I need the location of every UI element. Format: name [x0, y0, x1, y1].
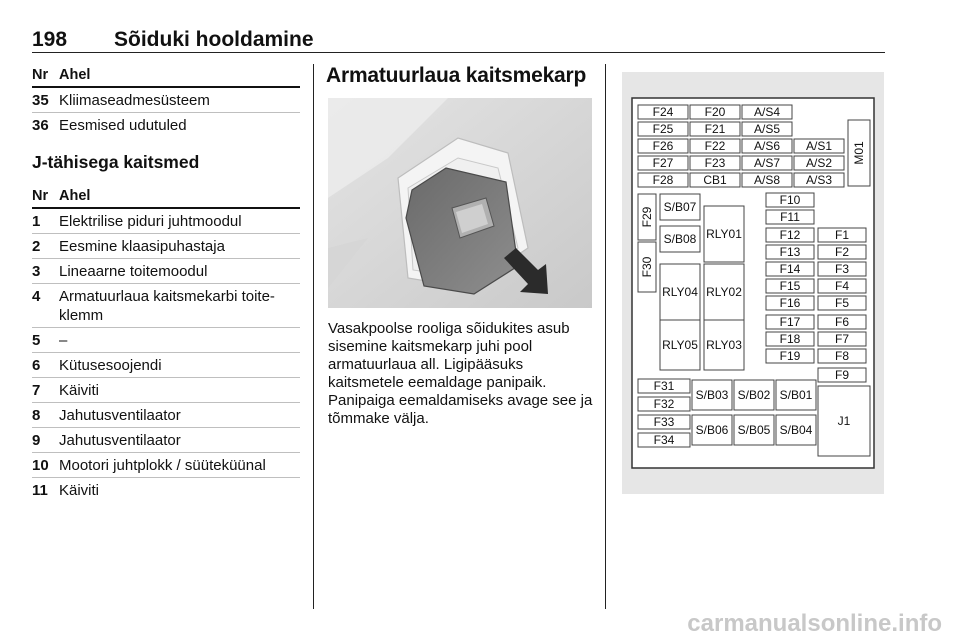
table-row — [32, 88, 300, 113]
instruction-paragraph: Vasakpoolse rooliga sõidukites asub sisemine kaitsmekarp juhi pool armatuurlaua all. Ligipääsuks kaitsmetele eemaldage panipaik. Panipaiga eemaldamiseks avage see ja tõmmake välja. — [328, 320, 593, 427]
left-column — [32, 64, 300, 502]
table-row — [32, 234, 300, 259]
fuse-table-1 — [32, 64, 300, 137]
fuse-label-F32: F32 — [653, 397, 675, 411]
middle-column — [328, 64, 594, 428]
fuse-label-CB1: CB1 — [703, 173, 727, 187]
col-ahel-header: Ahel — [59, 67, 91, 83]
table-row — [32, 284, 300, 328]
fuse-label-SB08: S/B08 — [663, 232, 697, 246]
column-divider — [313, 64, 314, 609]
row-nr: 6 — [32, 357, 41, 374]
fuse-label-F8: F8 — [834, 349, 850, 363]
fuse-label-AS4: A/S4 — [753, 105, 781, 119]
fuse-label-F26: F26 — [652, 139, 674, 153]
fuse-label-F23: F23 — [704, 156, 726, 170]
row-nr: 11 — [32, 482, 48, 499]
fuse-label-SB06: S/B06 — [695, 423, 729, 437]
col-ahel-header: Ahel — [59, 188, 91, 204]
fuse-label-F1: F1 — [834, 228, 850, 242]
fuse-label-F21: F21 — [704, 122, 726, 136]
fuse-label-F25: F25 — [652, 122, 674, 136]
fuse-label-SB03: S/B03 — [695, 388, 729, 402]
fuse-label-F14: F14 — [779, 262, 801, 276]
fuse-label-F20: F20 — [704, 105, 726, 119]
relay-label-RLY03: RLY03 — [706, 338, 742, 352]
row-nr: 4 — [32, 288, 41, 305]
table-row — [32, 428, 300, 453]
fuse-label-F13: F13 — [779, 245, 801, 259]
fuse-label-F6: F6 — [834, 315, 850, 329]
table-row — [32, 478, 300, 502]
fuse-label-AS7: A/S7 — [753, 156, 781, 170]
fuse-label-F15: F15 — [779, 279, 801, 293]
fuse-label-SB05: S/B05 — [737, 423, 771, 437]
fuse-label-SB07: S/B07 — [663, 200, 697, 214]
fuse-label-F30: F30 — [640, 256, 654, 278]
row-ahel: Kliimaseadmesüsteem — [59, 92, 210, 109]
fuse-label-F5: F5 — [834, 296, 850, 310]
fuse-label-F28: F28 — [652, 173, 674, 187]
row-nr: 2 — [32, 238, 41, 255]
fuse-table-2 — [32, 185, 300, 502]
row-ahel: Eesmised udutuled — [59, 117, 187, 134]
fuse-label-F31: F31 — [653, 379, 675, 393]
fuse-label-F19: F19 — [779, 349, 801, 363]
fuse-label-F10: F10 — [779, 193, 801, 207]
fuse-label-AS2: A/S2 — [805, 156, 833, 170]
table-row — [32, 378, 300, 403]
row-nr: 10 — [32, 457, 49, 474]
table-row — [32, 209, 300, 234]
table-header — [32, 64, 300, 88]
row-nr: 5 — [32, 332, 41, 349]
row-nr: 8 — [32, 407, 41, 424]
fuse-label-SB02: S/B02 — [737, 388, 771, 402]
fuse-label-F2: F2 — [834, 245, 850, 259]
fuse-label-F7: F7 — [834, 332, 850, 346]
row-nr: 3 — [32, 263, 41, 280]
page-title: Sõiduki hooldamine — [114, 28, 314, 51]
fuse-label-J1: J1 — [837, 414, 851, 428]
fuse-label-F4: F4 — [834, 279, 850, 293]
fuse-label-M01: M01 — [852, 141, 866, 165]
page-number: 198 — [32, 28, 68, 51]
table-row — [32, 403, 300, 428]
fuse-label-F34: F34 — [653, 433, 675, 447]
fusebox-location-illustration — [328, 98, 592, 308]
table-row — [32, 453, 300, 478]
table-row — [32, 113, 300, 137]
fuse-label-F3: F3 — [834, 262, 850, 276]
section-title-dashboard-fusebox: Armatuurlaua kaitsmekarp — [326, 64, 587, 87]
col-nr-header: Nr — [32, 67, 49, 83]
fuse-label-F9: F9 — [834, 368, 850, 382]
row-ahel: Elektrilise piduri juhtmoodul — [59, 213, 242, 230]
row-ahel: Jahutusventilaator — [59, 432, 181, 449]
fuse-label-F33: F33 — [653, 415, 675, 429]
row-ahel: Käiviti — [59, 382, 100, 399]
fuse-label-F22: F22 — [704, 139, 726, 153]
table-row — [32, 328, 300, 353]
row-nr: 1 — [32, 213, 41, 230]
section-title-j-fuses: J-tähisega kaitsmed — [32, 152, 200, 172]
page-header — [32, 28, 885, 53]
row-nr: 9 — [32, 432, 41, 449]
row-ahel: Käiviti — [59, 482, 100, 499]
row-nr: 35 — [32, 92, 49, 109]
table-header — [32, 185, 300, 209]
fuse-label-AS3: A/S3 — [805, 173, 833, 187]
fuse-label-AS5: A/S5 — [753, 122, 781, 136]
row-ahel: Lineaarne toitemoodul — [59, 263, 208, 280]
col-nr-header: Nr — [32, 188, 49, 204]
fuse-label-SB04: S/B04 — [779, 423, 813, 437]
fuse-label-AS8: A/S8 — [753, 173, 781, 187]
relay-label-RLY02: RLY02 — [706, 285, 742, 299]
relay-label-RLY05: RLY05 — [662, 338, 698, 352]
table-row — [32, 259, 300, 284]
fuse-label-AS1: A/S1 — [805, 139, 833, 153]
row-nr: 7 — [32, 382, 41, 399]
relay-label-RLY04: RLY04 — [662, 285, 698, 299]
row-ahel: – — [59, 332, 68, 349]
fuse-label-F17: F17 — [779, 315, 801, 329]
fuse-label-F24: F24 — [652, 105, 674, 119]
fuse-label-SB01: S/B01 — [779, 388, 813, 402]
row-ahel: Mootori juhtplokk / süüteküünal — [59, 457, 266, 474]
fuse-label-F29: F29 — [640, 206, 654, 228]
column-divider — [605, 64, 606, 609]
fuse-label-F11: F11 — [780, 210, 800, 224]
fuse-layout-svg — [622, 72, 884, 494]
row-ahel: Kütusesoojendi — [59, 357, 162, 374]
fuse-label-AS6: A/S6 — [753, 139, 781, 153]
table-row — [32, 353, 300, 378]
watermark-text: carmanualsonline.info — [687, 610, 942, 637]
row-ahel: Jahutusventilaator — [59, 407, 181, 424]
row-ahel: Eesmine klaasipuhastaja — [59, 238, 225, 255]
fusebox-diagram — [622, 72, 884, 494]
fuse-label-F16: F16 — [779, 296, 801, 310]
fuse-label-F18: F18 — [779, 332, 801, 346]
fuse-label-F12: F12 — [779, 228, 801, 242]
row-ahel: Armatuurlaua kaitsmekarbi toite-klemm — [59, 288, 275, 324]
fuse-label-F27: F27 — [652, 156, 674, 170]
relay-label-RLY01: RLY01 — [706, 227, 742, 241]
row-nr: 36 — [32, 117, 49, 134]
